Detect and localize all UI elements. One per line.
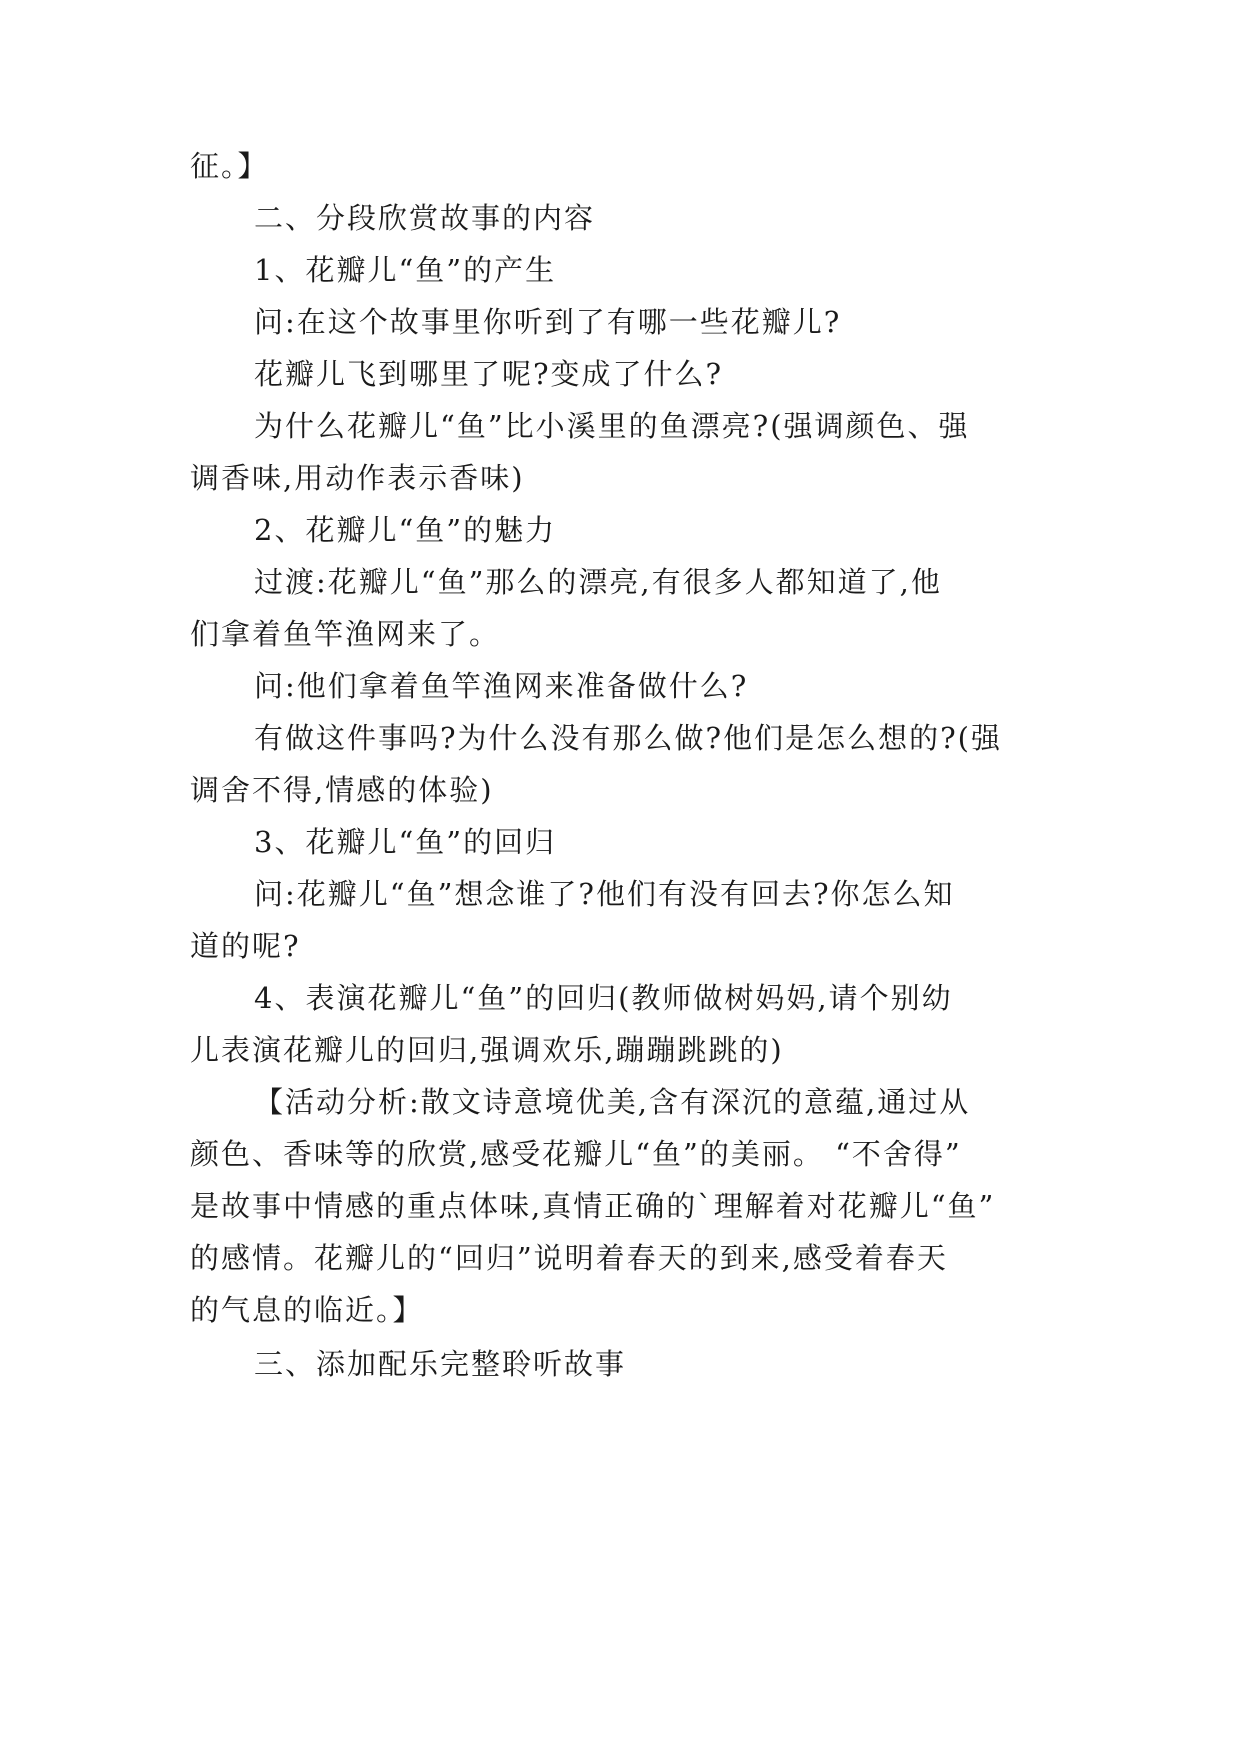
text-line: 是故事中情感的重点体味,真情正确的`理解着对花瓣儿“鱼” (190, 1189, 996, 1223)
text-line: 花瓣儿飞到哪里了呢?变成了什么? (254, 357, 724, 391)
text-line: 问:在这个故事里你听到了有哪一些花瓣儿? (254, 305, 842, 339)
text-line: 颜色、香味等的欣赏,感受花瓣儿“鱼”的美丽。 “不舍得” (190, 1137, 962, 1171)
text-line: 的感情。花瓣儿的“回归”说明着春天的到来,感受着春天 (190, 1241, 948, 1275)
text-line: 道的呢? (190, 929, 301, 963)
text-line: 问:他们拿着鱼竿渔网来准备做什么? (254, 669, 749, 703)
section-heading: 二、分段欣赏故事的内容 (254, 201, 596, 235)
subsection-heading: 4、表演花瓣儿“鱼”的回归(教师做树妈妈,请个别幼 (254, 981, 953, 1015)
text-line: 们拿着鱼竿渔网来了。 (190, 617, 501, 651)
text-line: 征。】 (190, 149, 269, 183)
text-line: 调香味,用动作表示香味) (190, 461, 525, 495)
subsection-heading: 2、花瓣儿“鱼”的魅力 (254, 513, 557, 547)
text-line: 的气息的临近。】 (190, 1293, 424, 1327)
text-line: 儿表演花瓣儿的回归,强调欢乐,蹦蹦跳跳的) (190, 1033, 784, 1067)
text-line: 调舍不得,情感的体验) (190, 773, 494, 807)
section-heading: 三、添加配乐完整聆听故事 (254, 1347, 627, 1381)
text-line: 过渡:花瓣儿“鱼”那么的漂亮,有很多人都知道了,他 (254, 565, 942, 599)
text-line: 有做这件事吗?为什么没有那么做?他们是怎么想的?(强 (254, 721, 1002, 755)
text-line: 问:花瓣儿“鱼”想念谁了?他们有没有回去?你怎么知 (254, 877, 955, 911)
subsection-heading: 1、花瓣儿“鱼”的产生 (254, 253, 557, 287)
subsection-heading: 3、花瓣儿“鱼”的回归 (254, 825, 557, 859)
text-line: 【活动分析:散文诗意境优美,含有深沉的意蕴,通过从 (254, 1085, 971, 1119)
text-line: 为什么花瓣儿“鱼”比小溪里的鱼漂亮?(强调颜色、强 (254, 409, 970, 443)
